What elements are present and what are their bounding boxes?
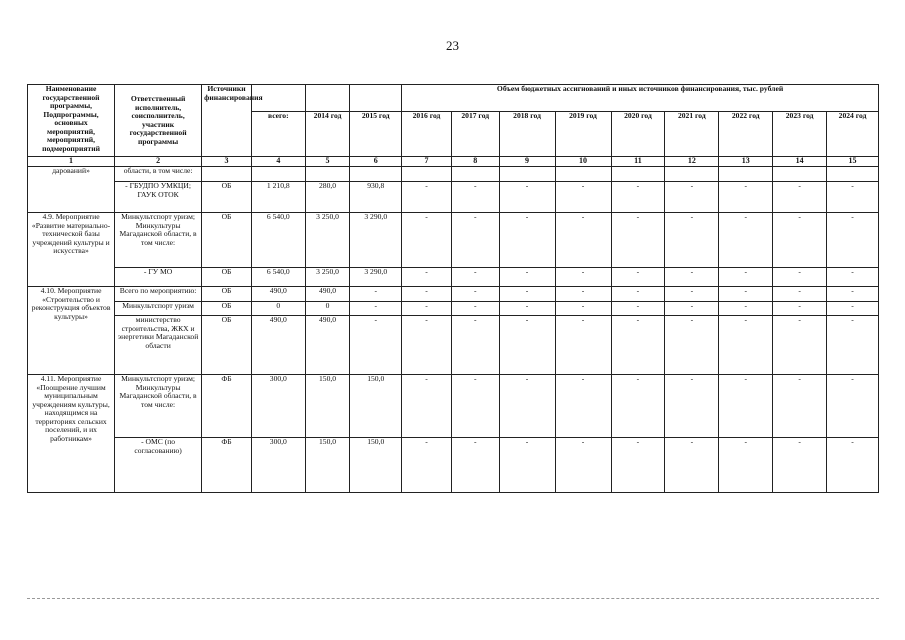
row-value: - — [451, 182, 499, 213]
col-number: 4 — [251, 157, 305, 167]
row-value: - — [719, 302, 773, 316]
row-value: - — [451, 316, 499, 375]
row-value: - — [719, 287, 773, 302]
header-source: Источники финансирования — [202, 85, 252, 157]
row-value: - — [451, 287, 499, 302]
header-year: 2019 год — [555, 112, 611, 157]
row-source: ОБ — [202, 268, 252, 287]
row-value: - — [611, 182, 665, 213]
row-executor: Минкультспорт уризм — [115, 302, 202, 316]
row-source: ФБ — [202, 438, 252, 493]
table-row — [28, 287, 879, 302]
row-name: дарований» — [28, 167, 115, 213]
row-value: - — [665, 182, 719, 213]
header-group: Объем бюджетных ассигнований и иных источников финансирования, тыс. рублей — [402, 85, 879, 112]
row-name: 4.11. Мероприятие «Поощрение лучшим муниципальным учреждениям культуры, находящимся на территориях сельских поселений, и их работникам» — [28, 375, 115, 493]
row-value: 6 540,0 — [251, 213, 305, 268]
table-row — [28, 316, 879, 375]
row-source: ОБ — [202, 316, 252, 375]
row-value: - — [611, 213, 665, 268]
row-value: - — [499, 287, 555, 302]
row-value — [555, 167, 611, 182]
row-value: 0 — [305, 302, 350, 316]
header-total: всего: — [251, 112, 305, 157]
row-value — [665, 167, 719, 182]
header-name: Наименование государственной программы, Подпрограммы, основных мероприятий, мероприятий, подмероприятий — [28, 85, 115, 157]
row-value: 150,0 — [350, 438, 402, 493]
row-value: 150,0 — [305, 438, 350, 493]
row-value: - — [719, 375, 773, 438]
row-source — [202, 167, 252, 182]
table-row — [28, 438, 879, 493]
row-value: - — [719, 316, 773, 375]
row-value: 300,0 — [251, 438, 305, 493]
table-row — [28, 213, 879, 268]
row-value: 150,0 — [350, 375, 402, 438]
col-number: 2 — [115, 157, 202, 167]
row-value — [611, 167, 665, 182]
table-row — [28, 167, 879, 182]
row-value: - — [827, 302, 879, 316]
row-value: 300,0 — [251, 375, 305, 438]
row-value: - — [611, 268, 665, 287]
header-year: 2021 год — [665, 112, 719, 157]
row-value — [499, 167, 555, 182]
budget-table — [27, 84, 879, 493]
row-value: - — [665, 375, 719, 438]
page-number: 23 — [446, 38, 459, 53]
row-value: - — [611, 316, 665, 375]
row-value: - — [555, 268, 611, 287]
row-value: 3 290,0 — [350, 213, 402, 268]
row-value: 3 250,0 — [305, 268, 350, 287]
col-number: 12 — [665, 157, 719, 167]
header-year: 2017 год — [451, 112, 499, 157]
row-executor: министерство строительства, ЖКХ и энергетики Магаданской области — [115, 316, 202, 375]
row-executor: Всего по мероприятию: — [115, 287, 202, 302]
row-value: - — [665, 438, 719, 493]
row-value: 1 210,8 — [251, 182, 305, 213]
header-year: 2018 год — [499, 112, 555, 157]
row-value — [402, 167, 452, 182]
row-value: - — [555, 316, 611, 375]
row-value: - — [827, 287, 879, 302]
row-executor: области, в том числе: — [115, 167, 202, 182]
row-value: 490,0 — [305, 287, 350, 302]
row-value: - — [611, 287, 665, 302]
row-value: - — [719, 438, 773, 493]
row-value: - — [451, 268, 499, 287]
row-value: 6 540,0 — [251, 268, 305, 287]
row-value: 490,0 — [251, 287, 305, 302]
row-source: ОБ — [202, 302, 252, 316]
row-executor: Минкультспорт уризм; Минкультуры Магаданской области, в том числе: — [115, 375, 202, 438]
table-row — [28, 182, 879, 213]
row-value: - — [827, 316, 879, 375]
row-value — [251, 167, 305, 182]
row-value: - — [773, 302, 827, 316]
row-value: - — [402, 213, 452, 268]
row-value: 0 — [251, 302, 305, 316]
row-value: - — [665, 268, 719, 287]
header-year: 2015 год — [350, 112, 402, 157]
row-value: - — [719, 268, 773, 287]
row-value: 150,0 — [305, 375, 350, 438]
row-value: - — [555, 302, 611, 316]
header-year: 2020 год — [611, 112, 665, 157]
row-value: - — [555, 213, 611, 268]
col-number: 15 — [827, 157, 879, 167]
row-value: - — [773, 213, 827, 268]
row-value: - — [499, 438, 555, 493]
row-value: 930,8 — [350, 182, 402, 213]
row-source: ОБ — [202, 182, 252, 213]
row-value: - — [555, 375, 611, 438]
row-value: - — [773, 182, 827, 213]
row-value: - — [555, 287, 611, 302]
row-value: - — [402, 287, 452, 302]
row-value: 280,0 — [305, 182, 350, 213]
row-executor: - ГБУДПО УМКЦИ; ГАУК ОТОК — [115, 182, 202, 213]
header-year: 2024 год — [827, 112, 879, 157]
row-value — [773, 167, 827, 182]
row-value: 490,0 — [251, 316, 305, 375]
row-value: 3 290,0 — [350, 268, 402, 287]
col-number: 1 — [28, 157, 115, 167]
row-value: 490,0 — [305, 316, 350, 375]
col-number: 5 — [305, 157, 350, 167]
row-value: - — [773, 316, 827, 375]
row-value: - — [451, 438, 499, 493]
row-value: - — [499, 182, 555, 213]
row-value: - — [773, 268, 827, 287]
row-value: - — [402, 438, 452, 493]
row-executor: - ГУ МО — [115, 268, 202, 287]
header-empty — [350, 85, 402, 112]
col-number: 14 — [773, 157, 827, 167]
row-value: 3 250,0 — [305, 213, 350, 268]
row-source: ФБ — [202, 375, 252, 438]
row-value: - — [555, 438, 611, 493]
row-value: - — [402, 302, 452, 316]
header-year: 2023 год — [773, 112, 827, 157]
row-source: ОБ — [202, 287, 252, 302]
col-number: 3 — [202, 157, 252, 167]
row-value: - — [451, 302, 499, 316]
row-value: - — [402, 375, 452, 438]
col-number: 13 — [719, 157, 773, 167]
row-value: - — [555, 182, 611, 213]
table-row — [28, 375, 879, 438]
row-value: - — [350, 287, 402, 302]
table-header — [28, 85, 879, 167]
header-year: 2014 год — [305, 112, 350, 157]
row-value: - — [827, 375, 879, 438]
row-value: - — [499, 302, 555, 316]
row-value: - — [773, 375, 827, 438]
row-name: 4.10. Мероприятие «Строительство и реконструкция объектов культуры» — [28, 287, 115, 375]
row-value: - — [499, 213, 555, 268]
row-value: - — [451, 375, 499, 438]
row-value: - — [719, 182, 773, 213]
table-body — [28, 167, 879, 493]
row-value: - — [499, 375, 555, 438]
row-value: - — [611, 375, 665, 438]
table-row — [28, 268, 879, 287]
row-value — [719, 167, 773, 182]
row-value: - — [773, 438, 827, 493]
row-value: - — [402, 316, 452, 375]
col-number: 9 — [499, 157, 555, 167]
row-value: - — [611, 302, 665, 316]
row-value: - — [350, 302, 402, 316]
row-name: 4.9. Мероприятие «Развитие материально-технической базы учреждений культуры и искусства» — [28, 213, 115, 287]
header-executor: Ответственный исполнитель, соисполнитель, участник государственной программы — [115, 85, 202, 157]
row-value: - — [665, 302, 719, 316]
row-value: - — [827, 438, 879, 493]
page-divider — [27, 598, 879, 599]
col-number: 10 — [555, 157, 611, 167]
row-executor: Минкультспорт уризм; Минкультуры Магаданской области, в том числе: — [115, 213, 202, 268]
col-number: 8 — [451, 157, 499, 167]
row-value: - — [827, 213, 879, 268]
row-source: ОБ — [202, 213, 252, 268]
row-value: - — [665, 287, 719, 302]
row-value: - — [499, 268, 555, 287]
header-year: 2022 год — [719, 112, 773, 157]
row-value: - — [773, 287, 827, 302]
row-value: - — [611, 438, 665, 493]
row-value: - — [665, 213, 719, 268]
row-value: - — [719, 213, 773, 268]
header-empty — [305, 85, 350, 112]
row-value: - — [451, 213, 499, 268]
col-number: 6 — [350, 157, 402, 167]
header-year: 2016 год — [402, 112, 452, 157]
row-value: - — [827, 268, 879, 287]
row-executor: - ОМС (по согласованию) — [115, 438, 202, 493]
row-value: - — [402, 182, 452, 213]
row-value: - — [350, 316, 402, 375]
col-number: 7 — [402, 157, 452, 167]
row-value — [350, 167, 402, 182]
row-value — [305, 167, 350, 182]
col-number: 11 — [611, 157, 665, 167]
table-row — [28, 302, 879, 316]
row-value — [451, 167, 499, 182]
row-value: - — [665, 316, 719, 375]
row-value — [827, 167, 879, 182]
row-value: - — [499, 316, 555, 375]
row-value: - — [402, 268, 452, 287]
row-value: - — [827, 182, 879, 213]
